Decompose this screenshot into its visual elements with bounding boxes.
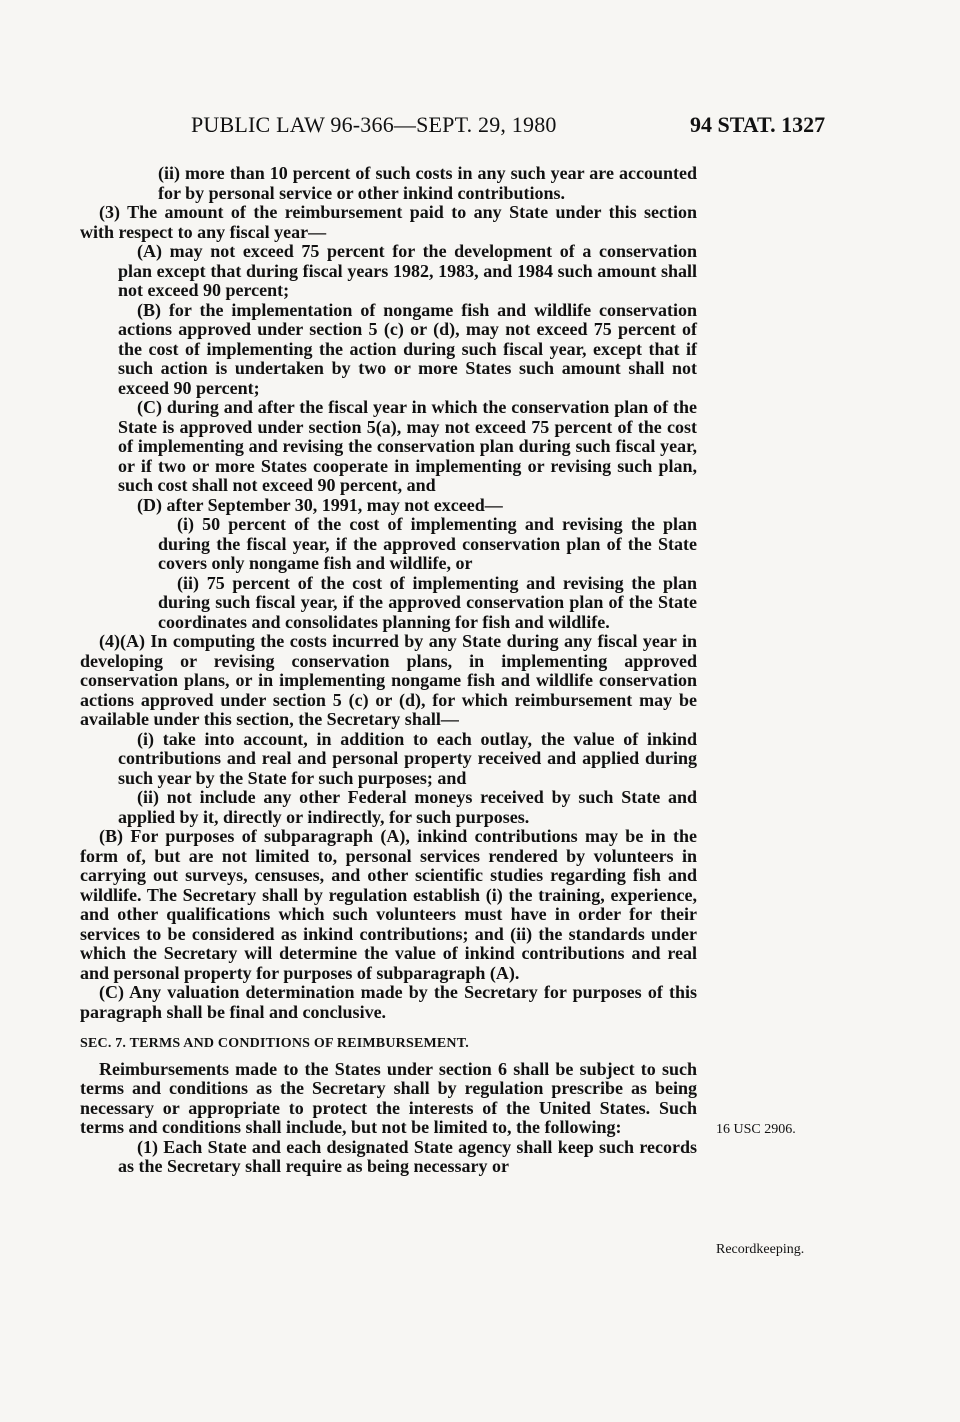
section-7-heading: SEC. 7. TERMS AND CONDITIONS OF REIMBURSEMENT. — [80, 1036, 469, 1051]
subparagraph-3d: (D) after September 30, 1991, may not exceed— — [137, 494, 503, 515]
running-head — [0, 112, 960, 142]
paragraph-4a: (4)(A) In computing the costs incurred by any State during any fiscal year in developing or revising conservation plans, in implementing approved conservation plans, or in implementing nongame fish and wildlife conservation actions approved under section 5 (c) or (d), for which reimbursement may be available under this section, the Secretary shall— — [80, 631, 697, 729]
public-law-title: PUBLIC LAW 96-366—SEPT. 29, 1980 — [191, 112, 557, 137]
clause-3d-i: (i) 50 percent of the cost of implementing and revising the plan during the fiscal year, if the approved conservation plan of the State covers only nongame fish and wildlife, or — [158, 514, 697, 573]
subparagraph-3c: (C) during and after the fiscal year in which the conservation plan of the State is approved under section 5(a), may not exceed 75 percent of the cost of implementing and revising the conservation plan during such fiscal year, or if two or more States cooperate in implementing or revising such plan, such cost shall not exceed 90 percent, and — [118, 397, 697, 495]
clause-4a-i: (i) take into account, in addition to each outlay, the value of inkind contributions and real and personal property received and applied during such year by the State for such purposes; and — [118, 728, 697, 788]
subparagraph-4c: (C) Any valuation determination made by the Secretary for purposes of this paragraph shall be final and conclusive. — [80, 982, 697, 1022]
section-7-item-1: (1) Each State and each designated State agency shall keep such records as the Secretary shall require as being necessary or — [118, 1136, 697, 1176]
margin-note-recordkeeping: Recordkeeping. — [716, 1242, 805, 1257]
subparagraph-3a: (A) may not exceed 75 percent for the development of a conservation plan except that during fiscal years 1982, 1983, and 1984 such amount shall not exceed 90 percent; — [118, 241, 697, 300]
margin-note-usc: 16 USC 2906. — [716, 1122, 796, 1137]
statute-body — [80, 164, 697, 1177]
subparagraph-3b: (B) for the implementation of nongame fish and wildlife conservation actions approved under section 5 (c) or (d), may not exceed 75 percent of the cost of implementing the action during such fiscal year, except that if such action is undertaken by two or more States such amount shall not exceed 90 percent; — [118, 299, 697, 398]
clause-3d-ii: (ii) 75 percent of the cost of implementing and revising the plan during such fiscal year, if the approved conservation plan of the State coordinates and consolidates planning for fish and wildlife. — [158, 572, 697, 632]
clause-4a-ii: (ii) not include any other Federal moneys received by such State and applied by it, directly or indirectly, for such purposes. — [118, 787, 697, 827]
subparagraph-4b: (B) For purposes of subparagraph (A), inkind contributions may be in the form of, but are not limited to, personal services rendered by volunteers in carrying out surveys, censuses, and other scientific studies regarding fish and wildlife. The Secretary shall by regulation establish (i) the training, experience, and other qualifications which such volunteers must have in order for their services to be considered as inkind contributions; and (ii) the standards under which the Secretary will determine the value of inkind contributions and real and personal property for purposes of subparagraph (A). — [80, 826, 697, 983]
section-7-intro: Reimbursements made to the States under section 6 shall be subject to such terms and conditions as the Secretary shall by regulation prescribe as being necessary or appropriate to protect the interests of the United States. Such terms and conditions shall include, but not be limited to, the following: — [80, 1058, 697, 1137]
paragraph-3: (3) The amount of the reimbursement paid to any State under this section with respect to any fiscal year— — [80, 202, 697, 242]
clause-ii-inkind: (ii) more than 10 percent of such costs in any such year are accounted for by personal service or other inkind contributions. — [158, 163, 697, 203]
statute-page-number: 94 STAT. 1327 — [690, 112, 826, 137]
